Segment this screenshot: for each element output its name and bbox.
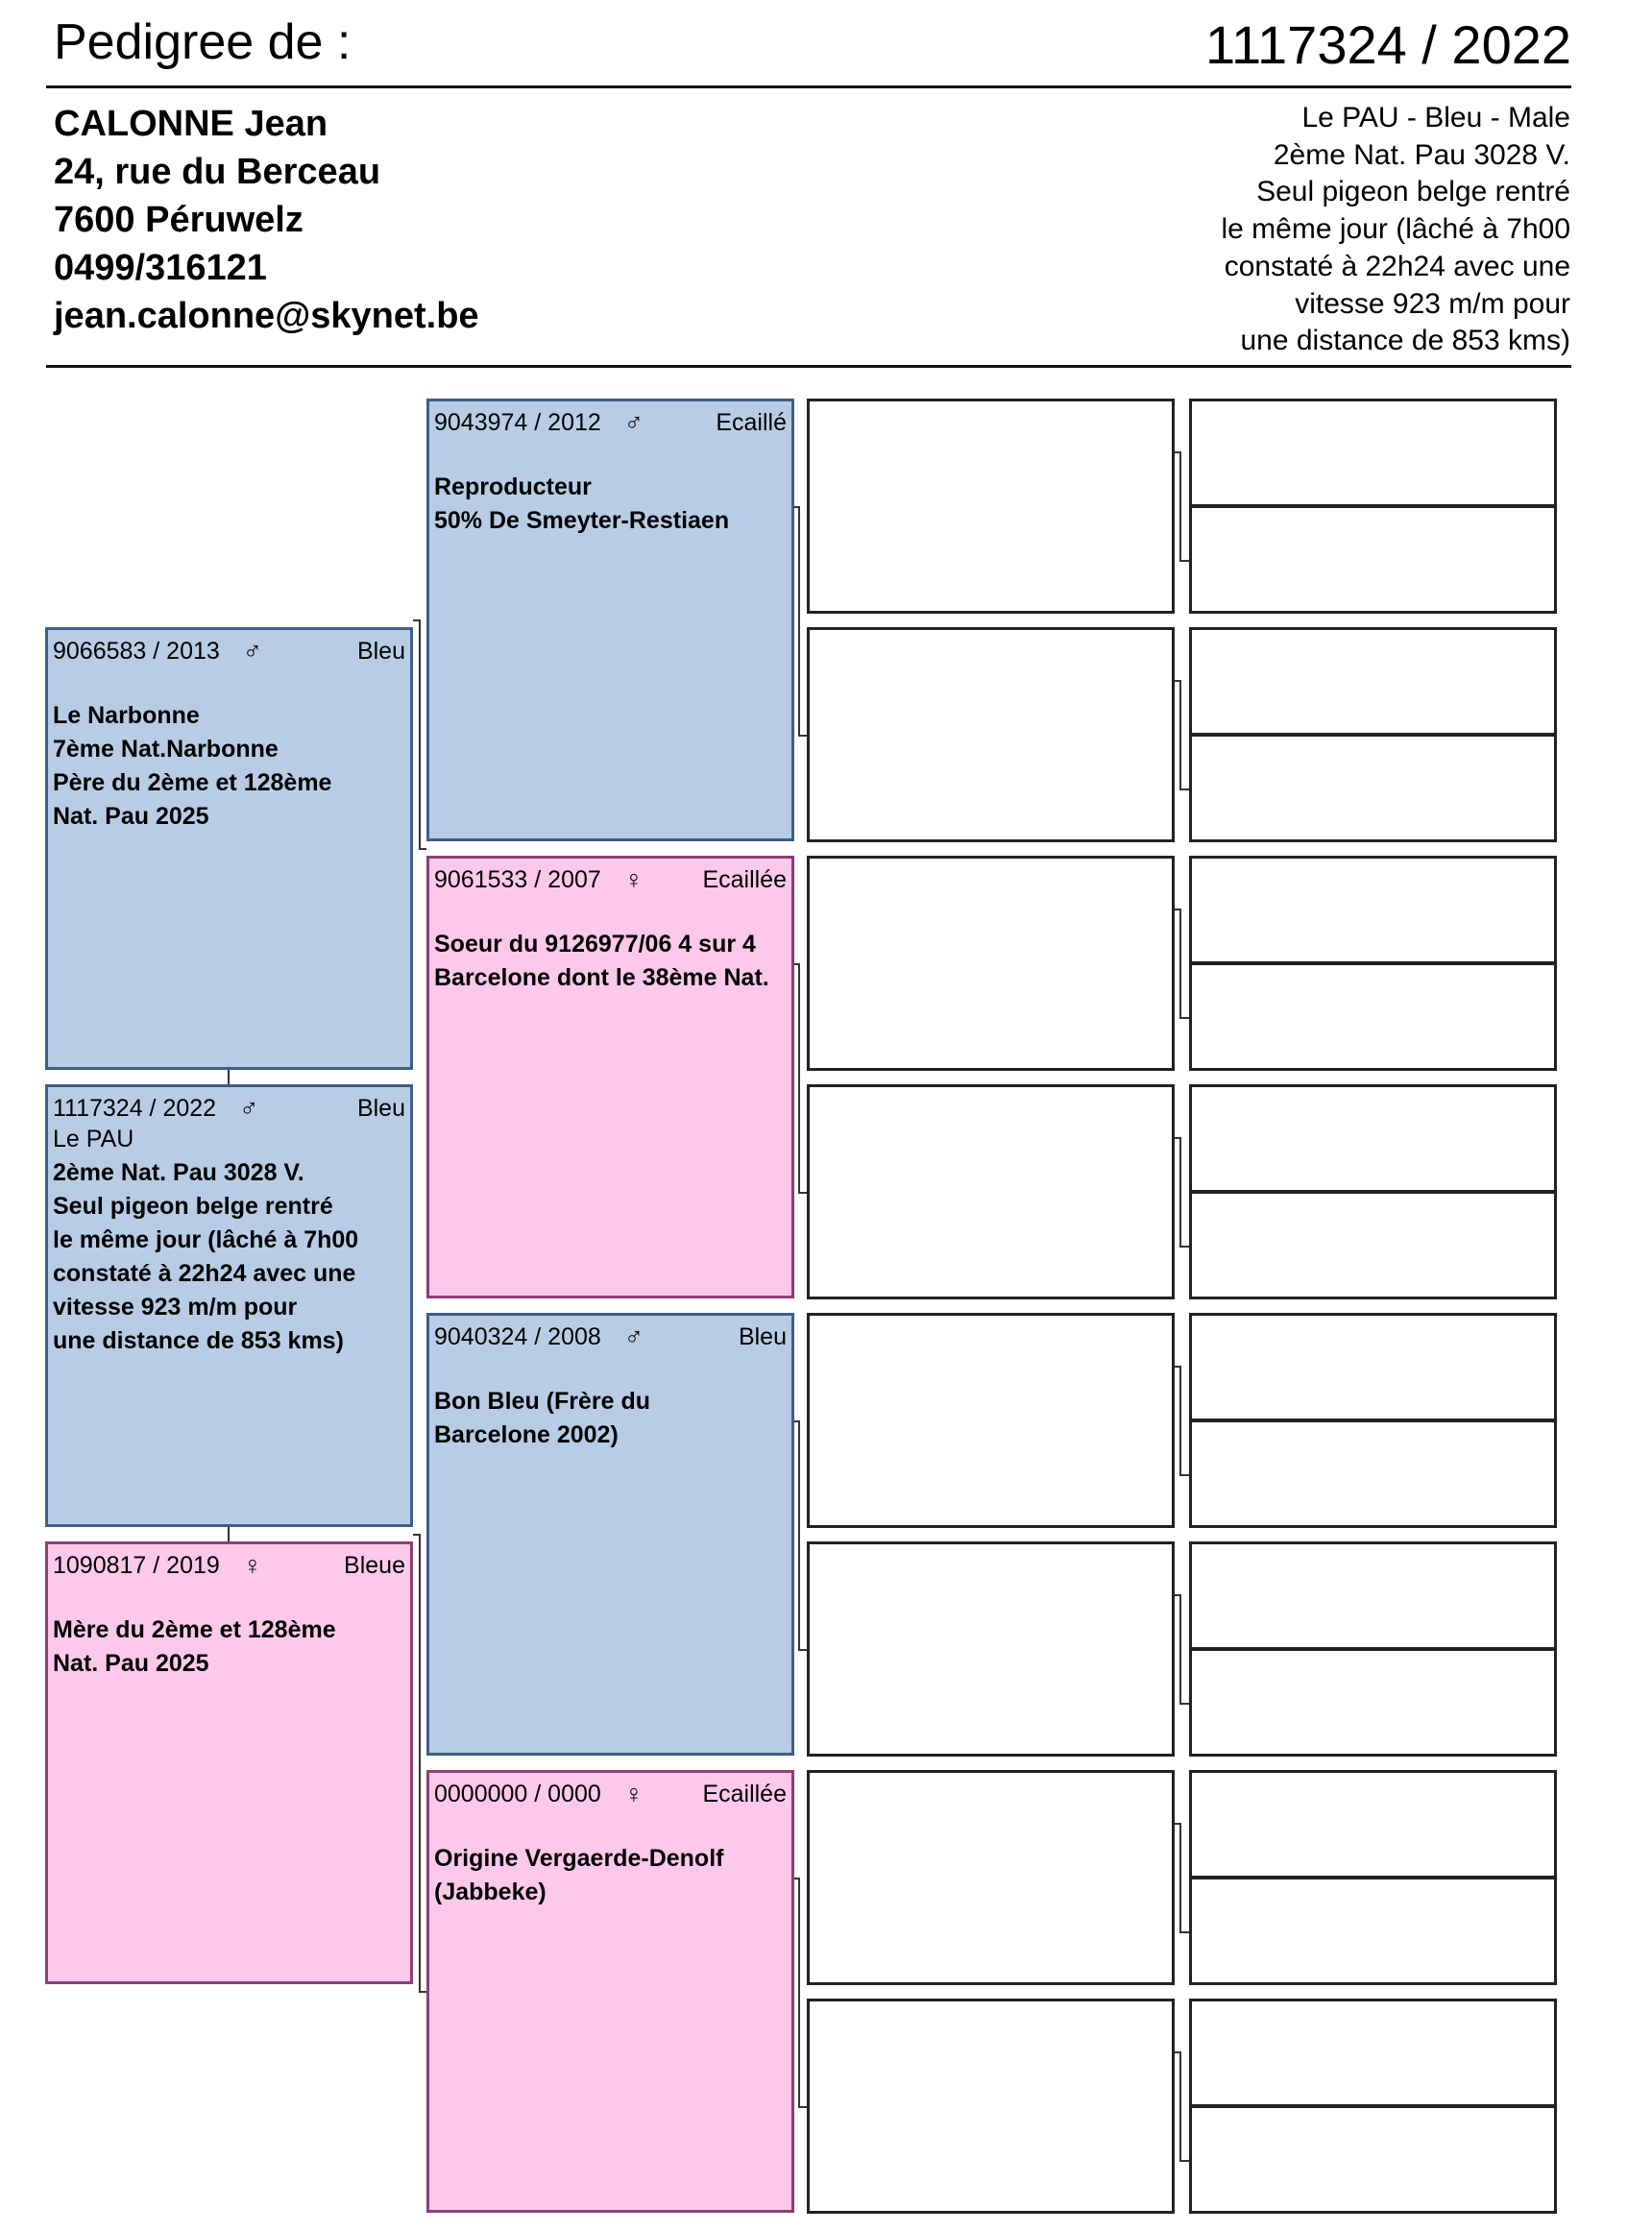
mother-card[interactable] xyxy=(45,1541,413,1984)
connector-line xyxy=(798,963,800,1192)
paternal-grandmother-card[interactable] xyxy=(426,856,794,1298)
connector-line xyxy=(1179,560,1189,562)
male-sex-icon: ♂ xyxy=(623,408,644,437)
owner-block xyxy=(54,100,479,340)
connector-line xyxy=(1179,1366,1181,1474)
subject-ring-number: 1117324 / 2022 xyxy=(1205,14,1571,75)
female-sex-icon: ♀ xyxy=(623,1780,644,1808)
connector-line xyxy=(1179,788,1189,790)
description-line: constaté à 22h24 avec une xyxy=(1224,250,1570,282)
connector-line xyxy=(798,1420,800,1649)
ring-number: 1090817 / 2019 xyxy=(53,1552,220,1579)
ancestor-card-empty[interactable] xyxy=(1189,1770,1557,1879)
ancestor-card-empty[interactable] xyxy=(1189,1648,1557,1757)
note-line: Bon Bleu (Frère du xyxy=(434,1388,651,1415)
note-line: Nat. Pau 2025 xyxy=(53,803,209,830)
note-line: 50% De Smeyter-Restiaen xyxy=(434,507,730,534)
subject-card[interactable] xyxy=(45,1084,413,1527)
note-line: 7ème Nat.Narbonne xyxy=(53,736,279,763)
note-line: 2ème Nat. Pau 3028 V. xyxy=(53,1159,304,1186)
note-line: Reproducteur xyxy=(434,473,592,500)
note-line: Nat. Pau 2025 xyxy=(53,1650,209,1677)
maternal-grandmother-card[interactable] xyxy=(426,1770,794,2213)
pigeon-notes xyxy=(434,1385,650,1452)
description-line: 2ème Nat. Pau 3028 V. xyxy=(1273,138,1570,171)
note-line: vitesse 923 m/m pour xyxy=(53,1294,298,1321)
description-line: Le PAU - Bleu - Male xyxy=(1301,102,1570,133)
ring-number: 9043974 / 2012 xyxy=(434,409,601,436)
connector-line xyxy=(228,1527,230,1541)
connector-line xyxy=(1179,1246,1189,1248)
ancestor-card-empty[interactable] xyxy=(1189,1419,1557,1528)
connector-line xyxy=(419,1991,426,1993)
male-sex-icon: ♂ xyxy=(242,637,263,666)
pigeon-notes xyxy=(53,699,331,834)
note-line: Barcelone 2002) xyxy=(434,1421,619,1448)
plumage-color: Ecaillée xyxy=(702,866,787,893)
ancestor-card-empty[interactable] xyxy=(807,1999,1175,2214)
female-sex-icon: ♀ xyxy=(242,1551,263,1580)
connector-line xyxy=(1179,1017,1189,1019)
owner-phone: 0499/316121 xyxy=(54,248,267,288)
connector-line xyxy=(419,619,421,848)
ancestor-card-empty[interactable] xyxy=(807,399,1175,614)
ring-number: 9040324 / 2008 xyxy=(434,1323,601,1350)
ancestor-card-empty[interactable] xyxy=(807,1541,1175,1757)
plumage-color: Ecaillé xyxy=(716,409,787,436)
note-line: le même jour (lâché à 7h00 xyxy=(53,1226,359,1253)
father-card[interactable] xyxy=(45,627,413,1070)
description-line: une distance de 853 kms) xyxy=(1240,325,1570,357)
paternal-grandfather-card[interactable] xyxy=(426,399,794,841)
connector-line xyxy=(1179,1703,1189,1705)
plumage-color: Bleu xyxy=(356,638,405,665)
ancestor-card-empty[interactable] xyxy=(1189,399,1557,507)
note-line: Barcelone dont le 38ème Nat. xyxy=(434,964,769,991)
pigeon-notes xyxy=(434,928,769,995)
ring-number: 1117324 / 2022 xyxy=(53,1095,217,1122)
ancestor-card-empty[interactable] xyxy=(1189,1313,1557,1421)
connector-line xyxy=(1179,451,1181,560)
subject-description xyxy=(1221,100,1570,360)
ancestor-card-empty[interactable] xyxy=(1189,1999,1557,2107)
owner-street: 24, rue du Berceau xyxy=(54,152,381,192)
connector-line xyxy=(1179,1931,1189,1933)
note-line: Le Narbonne xyxy=(53,702,200,729)
connector-line xyxy=(798,506,800,735)
page-title: Pedigree de : xyxy=(54,14,352,70)
plumage-color: Bleu xyxy=(738,1323,787,1350)
plumage-color: Bleu xyxy=(356,1095,405,1122)
pigeon-notes xyxy=(53,1613,336,1681)
ancestor-card-empty[interactable] xyxy=(807,1084,1175,1299)
female-sex-icon: ♀ xyxy=(623,865,644,894)
description-line: le même jour (lâché à 7h00 xyxy=(1221,213,1570,246)
owner-city: 7600 Péruwelz xyxy=(54,200,304,240)
owner-name: CALONNE Jean xyxy=(54,104,328,144)
note-line: une distance de 853 kms) xyxy=(53,1327,344,1354)
note-line: (Jabbeke) xyxy=(434,1879,547,1905)
pigeon-notes xyxy=(434,1842,723,1909)
description-line: Seul pigeon belge rentré xyxy=(1256,176,1570,208)
connector-line xyxy=(1179,1474,1189,1476)
connector-line xyxy=(228,1070,230,1084)
ancestor-card-empty[interactable] xyxy=(1189,856,1557,964)
owner-divider xyxy=(46,365,1571,368)
male-sex-icon: ♂ xyxy=(623,1322,644,1351)
male-sex-icon: ♂ xyxy=(239,1094,259,1123)
pigeon-notes xyxy=(53,1156,358,1358)
connector-line xyxy=(798,735,807,737)
note-line: Origine Vergaerde-Denolf xyxy=(434,1845,724,1872)
ancestor-card-empty[interactable] xyxy=(807,856,1175,1071)
pigeon-name: Le PAU xyxy=(53,1126,134,1152)
connector-line xyxy=(1179,1823,1181,1931)
ancestor-card-empty[interactable] xyxy=(1189,1877,1557,1985)
connector-line xyxy=(798,1192,807,1194)
ancestor-card-empty[interactable] xyxy=(1189,1191,1557,1299)
owner-email: jean.calonne@skynet.be xyxy=(54,296,479,336)
connector-line xyxy=(1179,1594,1181,1703)
ring-number: 9066583 / 2013 xyxy=(53,638,220,665)
plumage-color: Bleue xyxy=(344,1552,405,1579)
note-line: Mère du 2ème et 128ème xyxy=(53,1616,336,1643)
ancestor-card-empty[interactable] xyxy=(1189,1084,1557,1193)
header-divider xyxy=(46,85,1571,88)
connector-line xyxy=(1179,2051,1181,2160)
ancestor-card-empty[interactable] xyxy=(1189,734,1557,842)
connector-line xyxy=(798,2106,807,2108)
note-line: Seul pigeon belge rentré xyxy=(53,1193,333,1220)
note-line: Père du 2ème et 128ème xyxy=(53,769,332,796)
connector-line xyxy=(798,1649,807,1651)
note-line: constaté à 22h24 avec une xyxy=(53,1260,356,1287)
ancestor-card-empty[interactable] xyxy=(1189,962,1557,1071)
ancestor-card-empty[interactable] xyxy=(807,627,1175,842)
ancestor-card-empty[interactable] xyxy=(807,1313,1175,1528)
plumage-color: Ecaillée xyxy=(702,1781,787,1807)
connector-line xyxy=(1179,1137,1181,1246)
ancestor-card-empty[interactable] xyxy=(1189,2105,1557,2214)
connector-line xyxy=(1179,2160,1189,2162)
connector-line xyxy=(419,848,426,850)
connector-line xyxy=(1179,680,1181,788)
ring-number: 0000000 / 0000 xyxy=(434,1781,601,1807)
pigeon-notes xyxy=(434,471,729,538)
ancestor-card-empty[interactable] xyxy=(1189,1541,1557,1650)
ancestor-card-empty[interactable] xyxy=(1189,505,1557,614)
connector-line xyxy=(798,1878,800,2106)
connector-line xyxy=(419,1534,421,1991)
ancestor-card-empty[interactable] xyxy=(1189,627,1557,736)
maternal-grandfather-card[interactable] xyxy=(426,1313,794,1756)
connector-line xyxy=(1179,909,1181,1017)
ring-number: 9061533 / 2007 xyxy=(434,866,601,893)
description-line: vitesse 923 m/m pour xyxy=(1295,287,1570,320)
ancestor-card-empty[interactable] xyxy=(807,1770,1175,1985)
note-line: Soeur du 9126977/06 4 sur 4 xyxy=(434,931,756,958)
